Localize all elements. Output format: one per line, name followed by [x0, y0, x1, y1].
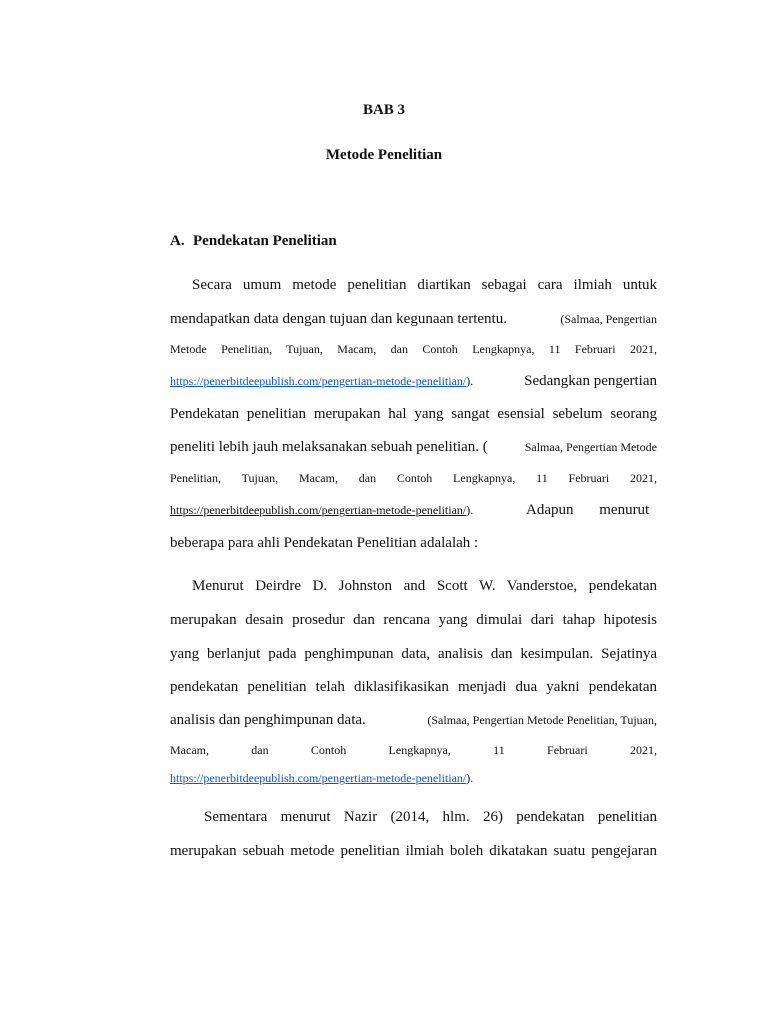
paragraph-line [170, 501, 657, 519]
citation-close: ). [466, 503, 474, 517]
citation-link[interactable]: https://penerbitdeepublish.com/pengertian-metode-penelitian/ [170, 374, 467, 388]
citation-line: Macam, dan Contoh Lengkapnya, 11 Februari 2021, [170, 743, 657, 757]
chapter-heading: BAB 3 [362, 102, 406, 118]
paragraph-line: beberapa para ahli Pendekatan Penelitian adalalah : [170, 535, 479, 551]
text-span: peneliti lebih jauh melaksanakan sebuah penelitian. ( [170, 439, 488, 455]
section-title: Pendekatan Penelitian [193, 233, 337, 249]
citation-text: Salmaa, Pengertian Metode [524, 440, 657, 454]
citation-close: ). [466, 374, 474, 388]
citation-link[interactable]: https://penerbitdeepublish.com/pengertian-metode-penelitian/ [170, 503, 467, 517]
paragraph-line [170, 310, 657, 328]
citation-text: (Salmaa, Pengertian [560, 312, 657, 326]
text-span: analisis dan penghimpunan data. [170, 712, 366, 728]
paragraph-line [170, 438, 657, 456]
citation-text: (Salmaa, Pengertian Metode Penelitian, Tujuan, [427, 713, 657, 727]
paragraph-line: Pendekatan penelitian merupakan hal yang sangat esensial sebelum seorang [170, 406, 657, 422]
section-letter: A. [170, 233, 185, 249]
paragraph-line: yang berlanjut pada penghimpunan data, analisis dan kesimpulan. Sejatinya [170, 646, 657, 662]
section-heading [170, 233, 337, 250]
paragraph-line: Sementara menurut Nazir (2014, hlm. 26) pendekatan penelitian [204, 809, 657, 825]
paragraph-line: pendekatan penelitian telah diklasifikasikan menjadi dua yakni pendekatan [170, 679, 657, 695]
paragraph-line: merupakan sebuah metode penelitian ilmiah boleh dikatakan suatu pengejaran [170, 843, 657, 859]
citation-line [170, 769, 657, 787]
word: Adapun menurut [526, 502, 650, 518]
citation-line: Penelitian, Tujuan, Macam, dan Contoh Lengkapnya, 11 Februari 2021, [170, 471, 657, 485]
text-span: mendapatkan data dengan tujuan dan kegunaan tertentu. [170, 311, 507, 327]
citation-line: Metode Penelitian, Tujuan, Macam, dan Contoh Lengkapnya, 11 Februari 2021, [170, 342, 657, 356]
citation-close: ). [466, 771, 474, 785]
paragraph-line: Menurut Deirdre D. Johnston and Scott W. Vanderstoe, pendekatan [192, 578, 657, 594]
chapter-title: Metode Penelitian [325, 147, 443, 163]
paragraph-line [170, 372, 657, 390]
paragraph-line [170, 711, 657, 729]
text-span [526, 501, 657, 519]
citation-link[interactable]: https://penerbitdeepublish.com/pengertian-metode-penelitian/ [170, 771, 467, 785]
paragraph-line: merupakan desain prosedur dan rencana yang dimulai dari tahap hipotesis [170, 612, 657, 628]
paragraph-line: Secara umum metode penelitian diartikan sebagai cara ilmiah untuk [192, 277, 657, 293]
text-span: Sedangkan pengertian [524, 373, 657, 389]
